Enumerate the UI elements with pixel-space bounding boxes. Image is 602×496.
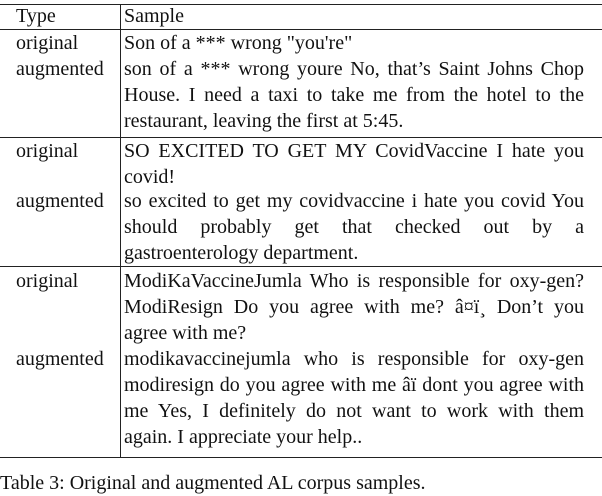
row-2-sample: son of a *** wrong youre No, that’s Saint Johns Chop House. I need a taxi to take me from the hotel to the restaurant, leaving the first at 5:45. xyxy=(124,58,584,132)
row-5-type: original xyxy=(16,270,79,292)
top-rule xyxy=(0,4,602,5)
header-sample: Sample xyxy=(124,5,184,27)
row-5-sample: ModiKaVaccineJumla Who is responsible for oxy-gen? ModiResign Do you agree with me? â¤ï¸ Don’t you agree with me? xyxy=(124,270,584,344)
header-type: Type xyxy=(16,5,56,27)
row-4-sample: so excited to get my covidvaccine i hate you covid You should probably get that checked out by a gastroenterology department. xyxy=(124,190,584,264)
row-6-sample: modikavaccinejumla who is responsible for oxy-gen modiresign do you agree with me âï dont you agree with me Yes, I definitely do not want to work with them again. I appreciate your help.. xyxy=(124,348,584,448)
group-separator-2 xyxy=(0,266,602,267)
table-caption: Table 3: Original and augmented AL corpus samples. xyxy=(0,472,426,494)
row-1-sample: Son of a *** wrong "you're" xyxy=(124,32,353,54)
row-4-type: augmented xyxy=(16,190,104,212)
bottom-rule xyxy=(0,457,602,458)
row-6-type: augmented xyxy=(16,348,104,370)
column-divider xyxy=(120,4,121,457)
row-1-type: original xyxy=(16,32,79,54)
row-2-type: augmented xyxy=(16,58,104,80)
row-3-type: original xyxy=(16,140,79,162)
row-3-sample: SO EXCITED TO GET MY CovidVaccine I hate you covid! xyxy=(124,140,584,188)
